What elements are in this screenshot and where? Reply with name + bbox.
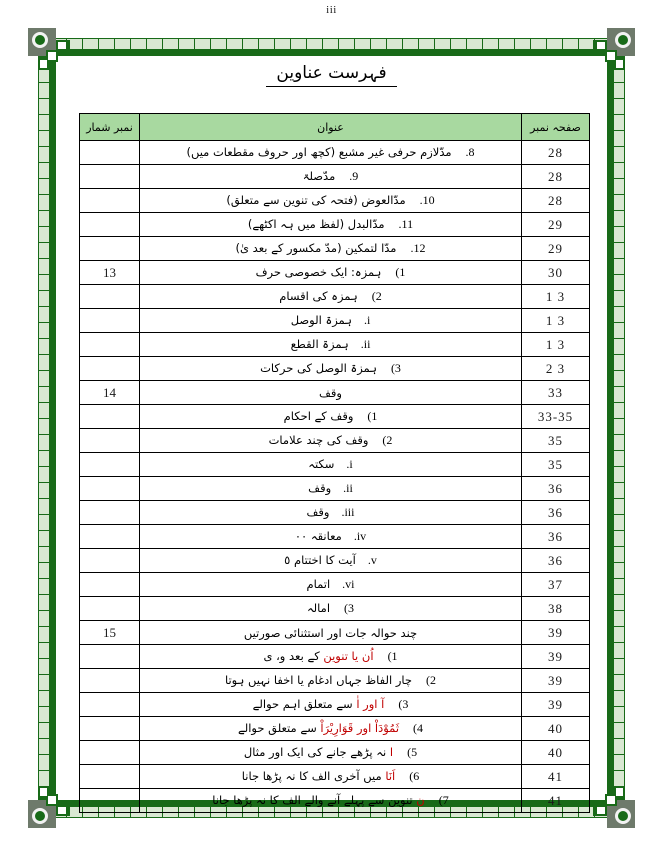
cell-serial-number: [80, 405, 140, 429]
corner-circle-icon: [615, 32, 631, 48]
cell-entry-title: [140, 621, 522, 645]
border-strip-top: [50, 38, 613, 50]
corner-ornament-bottom-left: [22, 778, 78, 834]
entry-marker: .i: [363, 313, 371, 327]
cell-serial-number: [80, 789, 140, 813]
cell-page-number: 29: [522, 237, 590, 261]
corner-notch: [48, 52, 56, 60]
entry-marker: .11: [398, 217, 414, 231]
cell-entry-title: [140, 717, 522, 741]
cell-entry-title: [140, 669, 522, 693]
cell-serial-number: [80, 213, 140, 237]
entry-marker: (3: [344, 601, 355, 615]
cell-serial-number: [80, 501, 140, 525]
entry-marker: .9: [349, 169, 359, 183]
cell-serial-number: 13: [80, 261, 140, 285]
table-row: [80, 597, 590, 621]
cell-page-number: 33-35: [522, 405, 590, 429]
cell-serial-number: [80, 741, 140, 765]
table-row: [80, 381, 590, 405]
cell-page-number: 3 1: [522, 333, 590, 357]
cell-serial-number: [80, 165, 140, 189]
border-rail-left: [50, 50, 56, 806]
cell-serial-number: [80, 525, 140, 549]
cell-serial-number: [80, 573, 140, 597]
cell-page-number: 37: [522, 573, 590, 597]
cell-entry-title: [140, 693, 522, 717]
cell-serial-number: [80, 357, 140, 381]
entry-title-text: ہمزۃ الوصل کی حرکات: [260, 361, 377, 375]
entry-marker: (1: [367, 409, 378, 423]
table-row: [80, 477, 590, 501]
table-row: [80, 717, 590, 741]
cell-serial-number: [80, 645, 140, 669]
table-row: [80, 237, 590, 261]
table-row: [80, 645, 590, 669]
entry-title-text: وقف کے احکام: [283, 409, 354, 423]
corner-notch: [597, 807, 605, 814]
entry-marker: (5: [407, 745, 418, 759]
cell-page-number: 36: [522, 501, 590, 525]
page-title: [0, 62, 663, 87]
cell-page-number: 40: [522, 717, 590, 741]
cell-serial-number: [80, 429, 140, 453]
entry-marker: (2: [426, 673, 437, 687]
cell-entry-title: [140, 429, 522, 453]
cell-entry-title: [140, 645, 522, 669]
table-row: [80, 741, 590, 765]
entry-marker: (3: [390, 361, 401, 375]
entry-marker: .8: [465, 145, 475, 159]
cell-serial-number: [80, 549, 140, 573]
cell-page-number: 35: [522, 429, 590, 453]
page-title-text: فہرست عناوین: [266, 62, 396, 87]
entry-title-text: تنوین سے پہلے آنے والے الف کا نہ پڑھا جانا: [212, 793, 413, 807]
entry-title-text: سے متعلق حوالے: [237, 721, 317, 735]
cell-page-number: 3 1: [522, 285, 590, 309]
cell-serial-number: 15: [80, 621, 140, 645]
entry-marker: .iii: [341, 505, 355, 519]
cell-serial-number: [80, 765, 140, 789]
entry-marker: .vi: [342, 577, 355, 591]
entry-title-highlight: آ اور اٰ: [356, 697, 385, 711]
cell-page-number: 28: [522, 189, 590, 213]
entry-title-text: مدّالبدل (لفظ میں ہہ اکٹھے): [247, 217, 385, 231]
cell-entry-title: [140, 141, 522, 165]
corner-notch: [607, 796, 615, 804]
table-row: [80, 453, 590, 477]
border-rail-top: [50, 50, 613, 56]
column-header-page: صفحہ نمبر: [522, 114, 590, 141]
table-row: [80, 573, 590, 597]
table-row: [80, 165, 590, 189]
corner-notch: [58, 807, 66, 814]
entry-title-text: مدّلازم حرفی غیر مشبع (کچھ اور حروف مقطعات میں): [186, 145, 452, 159]
corner-notch: [597, 42, 605, 49]
cell-entry-title: [140, 309, 522, 333]
cell-page-number: 30: [522, 261, 590, 285]
entry-marker: (1: [395, 265, 406, 279]
cell-entry-title: [140, 525, 522, 549]
cell-page-number: 36: [522, 525, 590, 549]
column-header-title: عنوان: [140, 114, 522, 141]
entry-title-text: ہمزہ کی اقسام: [279, 289, 358, 303]
entry-marker: (1: [387, 649, 398, 663]
entry-marker: (3: [398, 697, 409, 711]
cell-serial-number: [80, 285, 140, 309]
border-strip-right: [613, 50, 625, 806]
cell-page-number: 39: [522, 693, 590, 717]
entry-title-text: وقف: [306, 505, 330, 519]
entry-title-highlight: ن: [416, 793, 425, 807]
cell-entry-title: [140, 573, 522, 597]
cell-entry-title: [140, 453, 522, 477]
border-strip-left: [38, 50, 50, 806]
table-header-row: [80, 114, 590, 141]
table-row: [80, 285, 590, 309]
corner-notch: [40, 788, 47, 796]
entry-title-text: اتمام: [306, 577, 331, 591]
cell-serial-number: [80, 477, 140, 501]
cell-serial-number: [80, 597, 140, 621]
cell-page-number: 40: [522, 741, 590, 765]
corner-circle-icon: [615, 808, 631, 824]
entry-marker: .v: [367, 553, 377, 567]
corner-circle-icon: [32, 808, 48, 824]
table-row: [80, 669, 590, 693]
entry-title-text: چند حوالہ جات اور استثنائی صورتیں: [243, 625, 418, 640]
table-row: [80, 309, 590, 333]
entry-marker: (6: [409, 769, 420, 783]
table-row: [80, 525, 590, 549]
cell-entry-title: [140, 357, 522, 381]
cell-entry-title: [140, 333, 522, 357]
entry-marker: (2: [371, 289, 382, 303]
cell-serial-number: [80, 669, 140, 693]
cell-entry-title: [140, 381, 522, 405]
cell-serial-number: [80, 717, 140, 741]
cell-serial-number: [80, 333, 140, 357]
corner-ornament-bottom-right: [585, 778, 641, 834]
table-row: [80, 501, 590, 525]
entry-title-highlight: اَنَا: [385, 769, 396, 783]
cell-entry-title: [140, 549, 522, 573]
entry-marker: (4: [413, 721, 424, 735]
corner-notch: [48, 796, 56, 804]
entry-title-highlight: ا: [389, 745, 394, 759]
entry-title-text: ہمزۃ القطع: [290, 337, 349, 351]
entry-title-text: ہمزہ: ایک خصوصی حرف: [255, 265, 382, 279]
cell-entry-title: [140, 789, 522, 813]
border-rail-right: [607, 50, 613, 806]
entry-title-text: امالہ: [306, 601, 331, 615]
column-header-serial: نمبر شمار: [80, 114, 140, 141]
table-row: [80, 621, 590, 645]
cell-serial-number: [80, 141, 140, 165]
cell-serial-number: [80, 453, 140, 477]
entry-title-text: کے بعد و، ی: [263, 649, 320, 663]
cell-entry-title: [140, 765, 522, 789]
table-row: [80, 357, 590, 381]
cell-page-number: 36: [522, 549, 590, 573]
cell-page-number: 39: [522, 669, 590, 693]
corner-notch: [607, 52, 615, 60]
corner-notch: [616, 788, 623, 796]
cell-entry-title: [140, 741, 522, 765]
cell-page-number: 36: [522, 477, 590, 501]
entry-title-text: نہ پڑھے جانے کی ایک اور مثال: [243, 745, 387, 759]
table-row: [80, 333, 590, 357]
entry-title-text: وقف: [308, 481, 332, 495]
cell-page-number: 39: [522, 621, 590, 645]
entry-title-highlight: اُن یا تنوین: [323, 649, 374, 663]
corner-notch: [58, 42, 66, 49]
cell-entry-title: [140, 261, 522, 285]
entry-title-text: میں آخری الف کا نہ پڑھا جانا: [241, 769, 382, 783]
cell-entry-title: [140, 165, 522, 189]
cell-entry-title: [140, 405, 522, 429]
entry-title-text: معانقہ ۰۰: [294, 529, 342, 543]
cell-page-number: 28: [522, 165, 590, 189]
entry-title-text: مدّالعوض (فتحہ کی تنوین سے متعلق): [226, 193, 406, 207]
page-folio-number: iii: [326, 4, 337, 16]
entry-marker: .10: [419, 193, 435, 207]
entry-title-text: وقف: [319, 385, 342, 400]
table-row: [80, 765, 590, 789]
entry-marker: .12: [410, 241, 426, 255]
entry-title-text: سکتہ: [308, 457, 335, 471]
cell-page-number: 33: [522, 381, 590, 405]
cell-entry-title: [140, 285, 522, 309]
table-row: [80, 141, 590, 165]
table-row: [80, 405, 590, 429]
corner-circle-icon: [32, 32, 48, 48]
cell-entry-title: [140, 237, 522, 261]
cell-serial-number: [80, 237, 140, 261]
table-row: [80, 429, 590, 453]
cell-serial-number: [80, 189, 140, 213]
cell-page-number: 41: [522, 765, 590, 789]
entry-title-text: چار الفاظ جہاں ادغام یا اخفا نہیں ہوتا: [224, 673, 413, 687]
cell-page-number: 29: [522, 213, 590, 237]
table-row: [80, 549, 590, 573]
cell-page-number: 35: [522, 453, 590, 477]
cell-serial-number: 14: [80, 381, 140, 405]
entry-marker: .ii: [343, 481, 353, 495]
entry-marker: (2: [382, 433, 393, 447]
entry-marker: (7: [438, 793, 449, 807]
entry-title-text: مدّا لتمکین (مدّ مکسور کے بعد یٰ): [235, 241, 397, 255]
entry-marker: .i: [346, 457, 353, 471]
cell-entry-title: [140, 189, 522, 213]
cell-entry-title: [140, 213, 522, 237]
cell-entry-title: [140, 477, 522, 501]
entry-title-text: آیت کا اختتام ٥: [284, 553, 356, 567]
entry-title-highlight: ثَمُوْدَاْ اور قَوَارِيْرَاْ: [320, 721, 400, 735]
cell-entry-title: [140, 597, 522, 621]
cell-page-number: 38: [522, 597, 590, 621]
table-row: [80, 261, 590, 285]
table-row: [80, 213, 590, 237]
cell-entry-title: [140, 501, 522, 525]
entry-title-text: سے متعلق اہم حوالے: [252, 697, 353, 711]
cell-page-number: 3 1: [522, 309, 590, 333]
cell-page-number: 28: [522, 141, 590, 165]
cell-page-number: 39: [522, 645, 590, 669]
cell-page-number: 41: [522, 789, 590, 813]
table-row: [80, 789, 590, 813]
table-of-contents: [79, 113, 590, 813]
table-row: [80, 693, 590, 717]
entry-title-text: وقف کی چند علامات: [268, 433, 369, 447]
entry-title-text: مدّصلۃ: [302, 169, 336, 183]
table-row: [80, 189, 590, 213]
entry-marker: .iv: [353, 529, 367, 543]
entry-marker: .ii: [360, 337, 371, 351]
cell-serial-number: [80, 309, 140, 333]
cell-page-number: 3 2: [522, 357, 590, 381]
entry-title-text: ہمزۃ الوصل: [290, 313, 352, 327]
cell-serial-number: [80, 693, 140, 717]
